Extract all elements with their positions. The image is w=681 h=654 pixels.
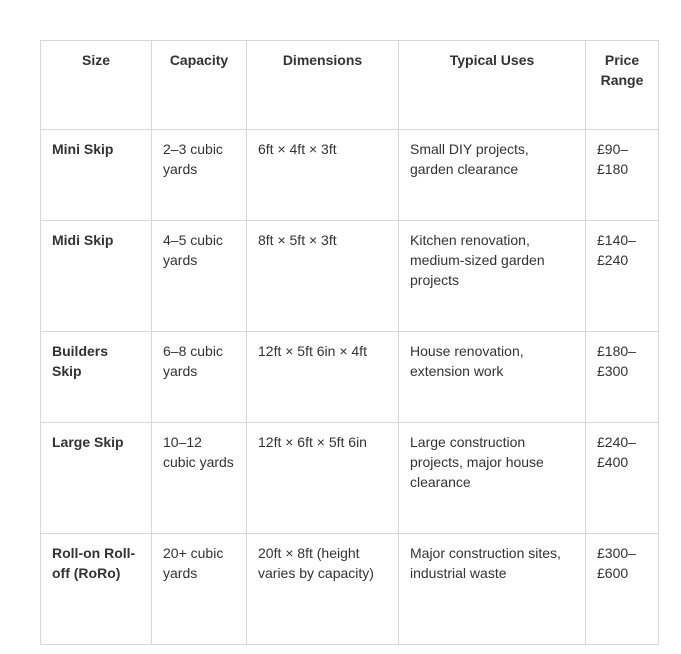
uses-cell: Small DIY projects, garden clearance	[399, 130, 586, 221]
header-capacity: Capacity	[152, 41, 247, 130]
price-cell: £90–£180	[586, 130, 659, 221]
header-price-range: Price Range	[586, 41, 659, 130]
capacity-cell: 2–3 cubic yards	[152, 130, 247, 221]
dimensions-cell: 20ft × 8ft (height varies by capacity)	[247, 534, 399, 645]
dimensions-cell: 6ft × 4ft × 3ft	[247, 130, 399, 221]
size-cell: Large Skip	[41, 423, 152, 534]
size-cell: Builders Skip	[41, 332, 152, 423]
size-cell: Roll-on Roll-off (RoRo)	[41, 534, 152, 645]
uses-cell: Large construction projects, major house clearance	[399, 423, 586, 534]
table-row	[41, 221, 659, 332]
capacity-cell: 20+ cubic yards	[152, 534, 247, 645]
skip-size-table	[40, 40, 659, 645]
uses-cell: House renovation, extension work	[399, 332, 586, 423]
dimensions-cell: 8ft × 5ft × 3ft	[247, 221, 399, 332]
table-row	[41, 130, 659, 221]
header-typical-uses: Typical Uses	[399, 41, 586, 130]
price-cell: £240–£400	[586, 423, 659, 534]
table-row	[41, 332, 659, 423]
uses-cell: Major construction sites, industrial waste	[399, 534, 586, 645]
uses-cell: Kitchen renovation, medium-sized garden projects	[399, 221, 586, 332]
price-cell: £180–£300	[586, 332, 659, 423]
table-row	[41, 534, 659, 645]
header-row	[41, 41, 659, 130]
price-cell: £140–£240	[586, 221, 659, 332]
price-cell: £300–£600	[586, 534, 659, 645]
capacity-cell: 4–5 cubic yards	[152, 221, 247, 332]
table-header	[41, 41, 659, 130]
header-dimensions: Dimensions	[247, 41, 399, 130]
capacity-cell: 10–12 cubic yards	[152, 423, 247, 534]
size-cell: Mini Skip	[41, 130, 152, 221]
table-body	[41, 130, 659, 645]
dimensions-cell: 12ft × 5ft 6in × 4ft	[247, 332, 399, 423]
header-size: Size	[41, 41, 152, 130]
dimensions-cell: 12ft × 6ft × 5ft 6in	[247, 423, 399, 534]
size-cell: Midi Skip	[41, 221, 152, 332]
capacity-cell: 6–8 cubic yards	[152, 332, 247, 423]
table-row	[41, 423, 659, 534]
